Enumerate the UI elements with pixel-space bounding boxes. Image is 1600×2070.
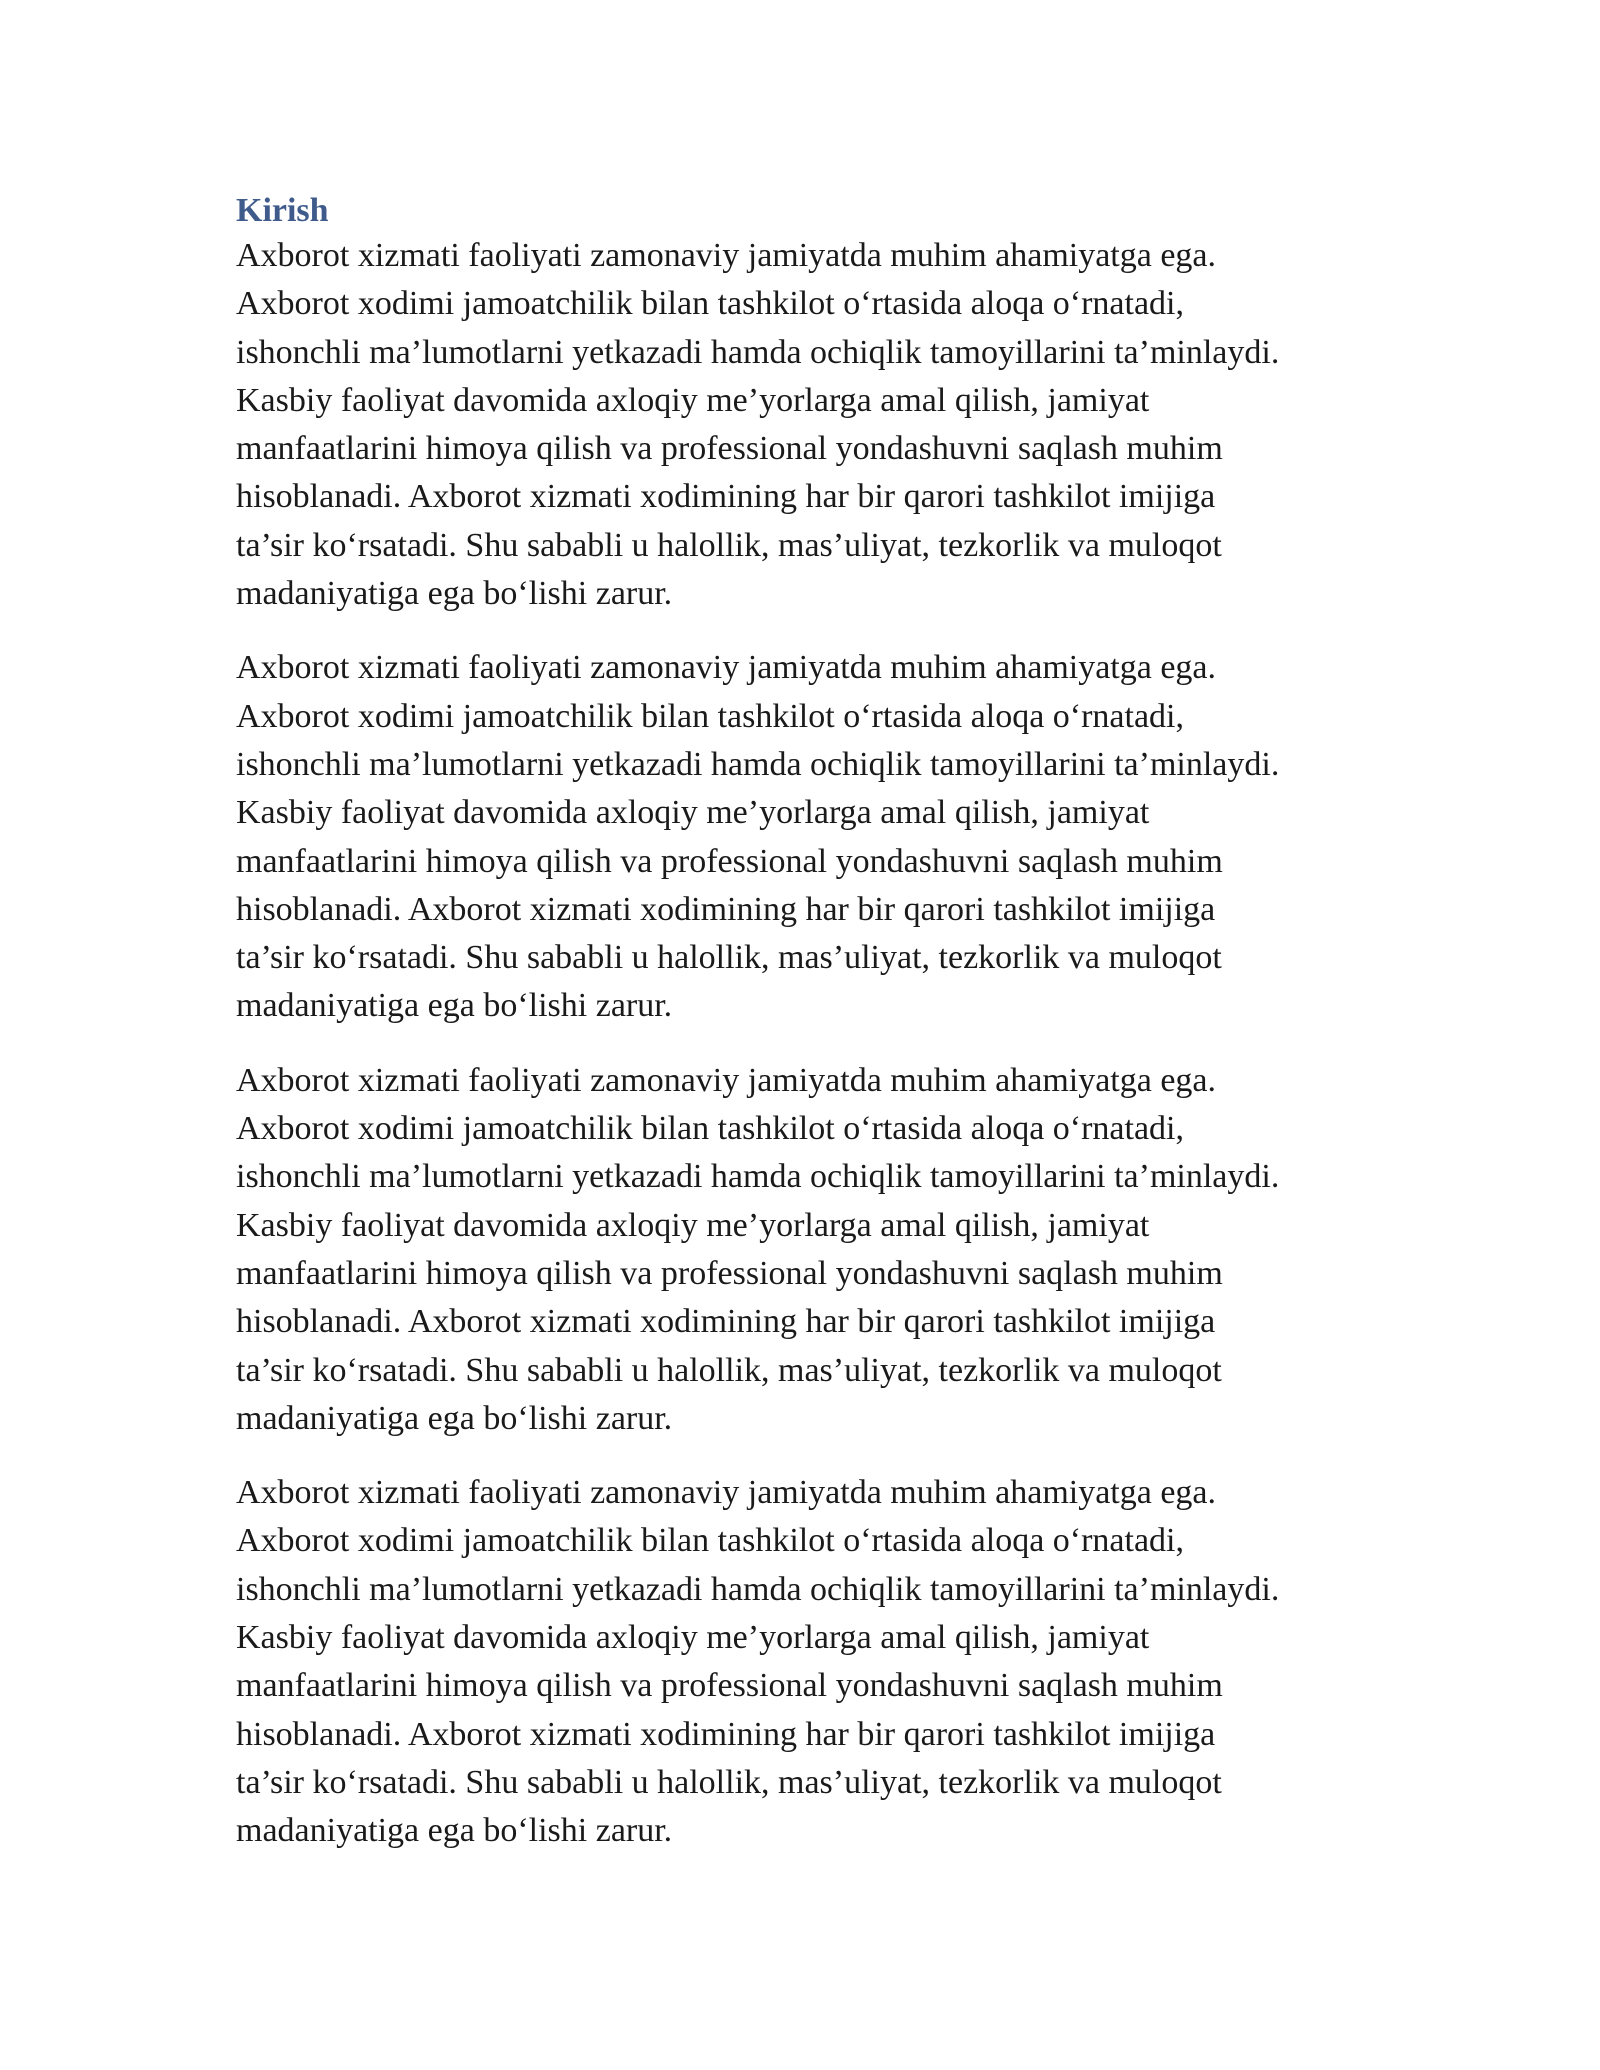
paragraph-line: Axborot xizmati faoliyati zamonaviy jamiyatda muhim ahamiyatga ega. — [236, 1061, 1217, 1099]
paragraph-line: ta’sir ko‘rsatadi. Shu sababli u halollik, mas’uliyat, tezkorlik va muloqot — [236, 939, 1222, 977]
body-paragraph — [236, 1469, 1376, 1855]
paragraph-line: Axborot xodimi jamoatchilik bilan tashkilot o‘rtasida aloqa o‘rnatadi, — [236, 285, 1184, 323]
paragraph-line: ta’sir ko‘rsatadi. Shu sababli u halollik, mas’uliyat, tezkorlik va muloqot — [236, 1351, 1222, 1389]
paragraph-line: madaniyatiga ega bo‘lishi zarur. — [236, 575, 673, 613]
paragraph-line: Axborot xizmati faoliyati zamonaviy jamiyatda muhim ahamiyatga ega. — [236, 237, 1217, 274]
paragraph-line: hisoblanadi. Axborot xizmati xodimining har bir qarori tashkilot imijiga — [236, 1715, 1216, 1753]
body-paragraph — [236, 1057, 1376, 1443]
paragraph-line: Kasbiy faoliyat davomida axloqiy me’yorlarga amal qilish, jamiyat — [236, 794, 1150, 832]
paragraph-line: manfaatlarini himoya qilish va professional yondashuvni saqlash muhim — [236, 1254, 1223, 1292]
paragraph-line: hisoblanadi. Axborot xizmati xodimining har bir qarori tashkilot imijiga — [236, 890, 1216, 928]
paragraph-line: Kasbiy faoliyat davomida axloqiy me’yorlarga amal qilish, jamiyat — [236, 381, 1150, 419]
paragraph-line: ta’sir ko‘rsatadi. Shu sababli u halollik, mas’uliyat, tezkorlik va muloqot — [236, 526, 1222, 564]
paragraph-line: ishonchli ma’lumotlarni yetkazadi hamda ochiqlik tamoyillarini ta’minlaydi. — [236, 333, 1280, 371]
paragraph-line: manfaatlarini himoya qilish va professional yondashuvni saqlash muhim — [236, 842, 1223, 880]
paragraph-line: hisoblanadi. Axborot xizmati xodimining har bir qarori tashkilot imijiga — [236, 478, 1216, 516]
paragraph-line: manfaatlarini himoya qilish va professional yondashuvni saqlash muhim — [236, 430, 1223, 468]
paragraph-line: Axborot xodimi jamoatchilik bilan tashkilot o‘rtasida aloqa o‘rnatadi, — [236, 1522, 1184, 1560]
paragraph-line: madaniyatiga ega bo‘lishi zarur. — [236, 1812, 673, 1850]
paragraph-line: manfaatlarini himoya qilish va professional yondashuvni saqlash muhim — [236, 1667, 1223, 1705]
paragraph-line: madaniyatiga ega bo‘lishi zarur. — [236, 987, 673, 1025]
paragraph-line: Axborot xizmati faoliyati zamonaviy jamiyatda muhim ahamiyatga ega. — [236, 649, 1217, 687]
paragraph-line: ishonchli ma’lumotlarni yetkazadi hamda ochiqlik tamoyillarini ta’minlaydi. — [236, 745, 1280, 783]
paragraph-line: hisoblanadi. Axborot xizmati xodimining har bir qarori tashkilot imijiga — [236, 1303, 1216, 1341]
paragraph-line: ta’sir ko‘rsatadi. Shu sababli u halollik, mas’uliyat, tezkorlik va muloqot — [236, 1763, 1222, 1801]
paragraph-line: ishonchli ma’lumotlarni yetkazadi hamda ochiqlik tamoyillarini ta’minlaydi. — [236, 1570, 1280, 1608]
paragraph-line: Axborot xizmati faoliyati zamonaviy jamiyatda muhim ahamiyatga ega. — [236, 1474, 1217, 1512]
paragraph-line: Kasbiy faoliyat davomida axloqiy me’yorlarga amal qilish, jamiyat — [236, 1619, 1150, 1657]
document-content — [236, 190, 1376, 1882]
paragraph-line: madaniyatiga ega bo‘lishi zarur. — [236, 1399, 673, 1437]
section-heading: Kirish — [236, 192, 329, 229]
paragraph-line: Axborot xodimi jamoatchilik bilan tashkilot o‘rtasida aloqa o‘rnatadi, — [236, 697, 1184, 735]
body-paragraph — [236, 232, 1376, 618]
paragraph-line: Axborot xodimi jamoatchilik bilan tashkilot o‘rtasida aloqa o‘rnatadi, — [236, 1110, 1184, 1148]
paragraph-line: Kasbiy faoliyat davomida axloqiy me’yorlarga amal qilish, jamiyat — [236, 1206, 1150, 1244]
paragraph-line: ishonchli ma’lumotlarni yetkazadi hamda ochiqlik tamoyillarini ta’minlaydi. — [236, 1158, 1280, 1196]
body-paragraph — [236, 644, 1376, 1030]
